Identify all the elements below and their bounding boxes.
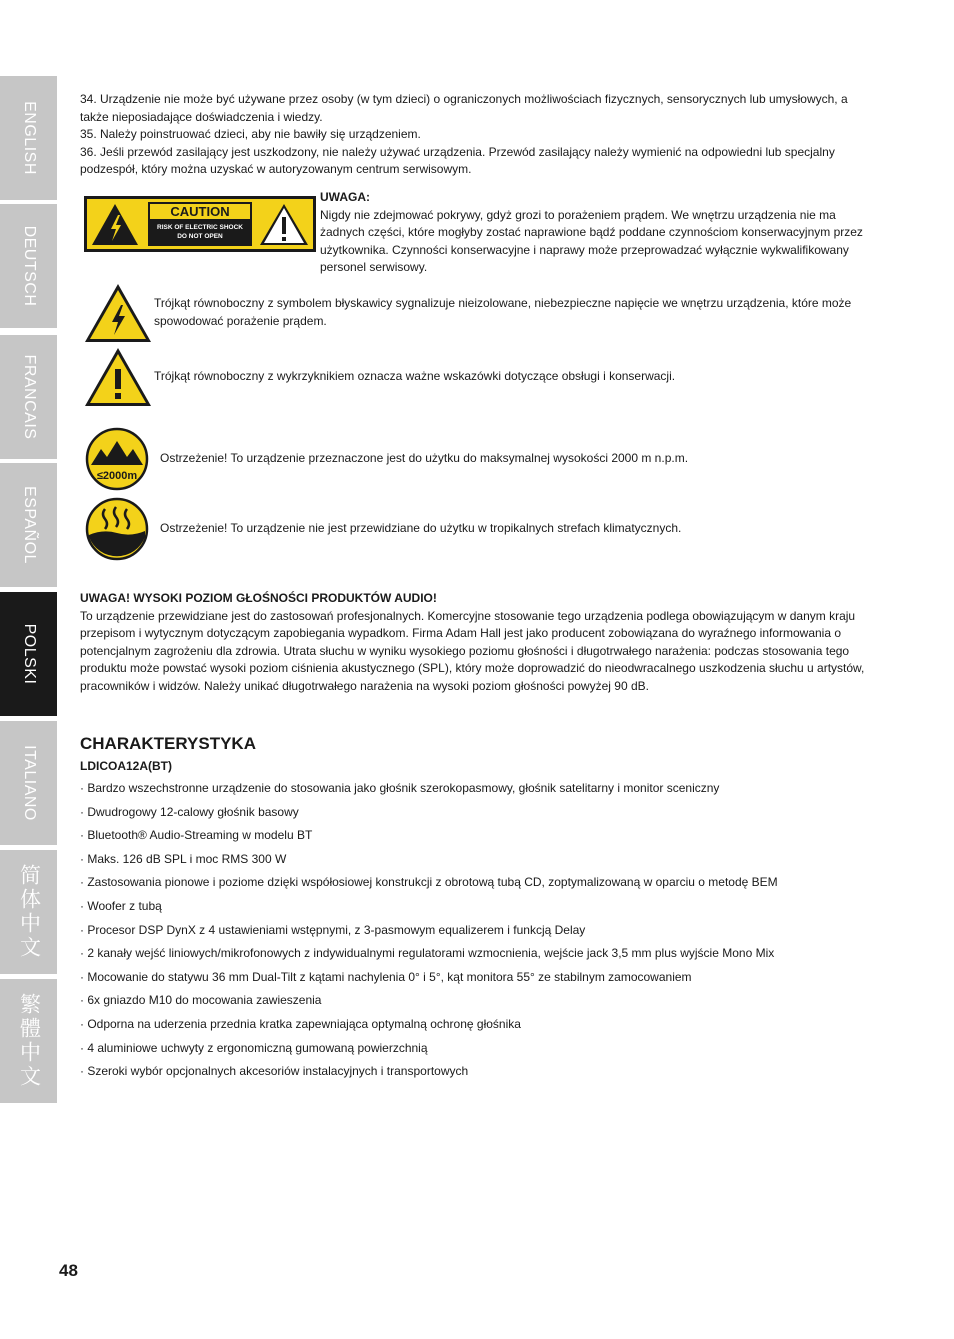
page-number: 48 bbox=[59, 1261, 78, 1280]
warning-title: UWAGA: bbox=[320, 189, 370, 204]
features-heading: CHARAKTERYSTYKA bbox=[80, 733, 256, 753]
audio-warning-text: To urządzenie przewidziane jest do zastosowań profesjonalnych. Komercyjne stosowanie tego urządzenia podlega obowiązującym w danym kraju przepisom i wytycznym dotyczącym zapobiegania wypadkom. Firma Adam Hall jest jako producent zobowiązana do wyraźnego informowania o potencjalnym zagrożeniu dla zdrowia. Utrata słuchu w wyniku wysokiego poziomu głośności i długotrwałego narażenia: podczas stosowania tego produktu może powstać wysoki poziom ciśnienia akustycznego (SPL), który może doprowadzić do nieodwracalnego uszkodzenia słuchu u artystów, pracowników i widzów. Należy unikać długotrwałego narażenia na wysoki poziom głośności powyżej 90 dB. bbox=[80, 608, 865, 693]
list-item: · Woofer z tubą bbox=[80, 899, 162, 914]
safety-item-34: 34. Urządzenie nie może być używane przez osoby (w tym dzieci) o ograniczonych możliwościach fizycznych, sensorycznych lub umysłowych, a także nieposiadające doświadczenia i wiedzy. bbox=[80, 92, 848, 124]
list-item: · Procesor DSP DynX z 4 ustawieniami wstępnymi, z 3-pasmowym equalizerem i funkcją Delay bbox=[80, 922, 586, 937]
tropical-description: Ostrzeżenie! To urządzenie nie jest przewidziane do użytku w tropikalnych strefach klimatycznych. bbox=[160, 521, 682, 536]
list-item: · 2 kanały wejść liniowych/mikrofonowych z indywidualnymi regulatorami wzmocnienia, wejście jack 3,5 mm plus wyjście Mono Mix bbox=[80, 946, 775, 961]
tab-label: DEUTSCH bbox=[20, 225, 38, 307]
tab-deutsch[interactable] bbox=[0, 204, 57, 328]
caution-title: CAUTION bbox=[170, 203, 230, 219]
list-item: · Bluetooth® Audio-Streaming w modelu BT bbox=[80, 828, 313, 843]
tropical-climate-icon bbox=[85, 497, 149, 561]
features-list bbox=[80, 777, 870, 1084]
list-item: · Mocowanie do statywu 36 mm Dual-Tilt z kątami nachylenia 0° i 5°, kąt monitora 55° ze stabilnym zamocowaniem bbox=[80, 969, 692, 984]
model-name: LDICOA12A(BT) bbox=[80, 758, 172, 773]
tab-label: 繁體中文 bbox=[17, 993, 41, 1089]
audio-warning-title: UWAGA! WYSOKI POZIOM GŁOŚNOŚCI PRODUKTÓW AUDIO! bbox=[80, 590, 437, 605]
caution-section bbox=[80, 189, 870, 277]
main-content bbox=[80, 91, 870, 1084]
tab-espanol[interactable] bbox=[0, 463, 57, 587]
lightning-triangle-icon bbox=[84, 283, 152, 343]
tab-label: ENGLISH bbox=[20, 101, 38, 175]
warning-text: Nigdy nie zdejmować pokrywy, gdyż grozi to porażeniem prądem. We wnętrzu urządzenia nie ma żadnych części, które mogłyby zostać naprawione bądź poddane czynnościom konserwacyjnym przez użytkownika. Czynności konserwacyjne i naprawy może przeprowadzać wyłącznie wykwalifikowany personel serwisowy. bbox=[320, 207, 863, 275]
list-item: · Maks. 126 dB SPL i moc RMS 300 W bbox=[80, 851, 287, 866]
list-item: · Bardzo wszechstronne urządzenie do stosowania jako głośnik szerokopasmowy, głośnik satelitarny i monitor sceniczny bbox=[80, 781, 720, 796]
caution-line-2: DO NOT OPEN bbox=[177, 232, 223, 240]
list-item: · 4 aluminiowe uchwyty z ergonomiczną gumowaną powierzchnią bbox=[80, 1040, 428, 1055]
list-item: · Szeroki wybór opcjonalnych akcesoriów instalacyjnych i transportowych bbox=[80, 1064, 469, 1079]
tab-simplified-chinese[interactable] bbox=[0, 850, 57, 974]
tab-polski[interactable] bbox=[0, 592, 57, 716]
list-item: · 6x gniazdo M10 do mocowania zawieszenia bbox=[80, 993, 322, 1008]
lightning-symbol-row bbox=[80, 283, 870, 343]
tab-label: FRANCAIS bbox=[20, 354, 38, 440]
exclamation-description: Trójkąt równoboczny z wykrzyknikiem oznacza ważne wskazówki dotyczące obsługi i konserwacji. bbox=[154, 369, 676, 384]
list-item: · Dwudrogowy 12-calowy głośnik basowy bbox=[80, 804, 299, 819]
tab-english[interactable] bbox=[0, 76, 57, 200]
caution-line-1: RISK OF ELECTRIC SHOCK bbox=[157, 223, 243, 231]
tab-francais[interactable] bbox=[0, 335, 57, 459]
exclamation-symbol-row bbox=[80, 347, 870, 407]
lightning-description: Trójkąt równoboczny z symbolem błyskawicy sygnalizuje nieizolowane, niebezpieczne napięcie we wnętrzu urządzenia, które może spowodować porażenie prądem. bbox=[154, 296, 852, 328]
tab-traditional-chinese[interactable] bbox=[0, 979, 57, 1103]
tab-label: ESPAÑOL bbox=[20, 486, 38, 564]
tab-label: POLSKI bbox=[20, 623, 38, 685]
tab-label: ITALIANO bbox=[20, 745, 38, 821]
list-item: · Zastosowania pionowe i poziome dzięki współosiowej konstrukcji z obrotową tubą CD, zoptymalizowaną w oparciu o metodę BEM bbox=[80, 875, 778, 890]
list-item: · Odporna na uderzenia przednia kratka zapewniająca optymalną ochronę głośnika bbox=[80, 1017, 521, 1032]
altitude-description: Ostrzeżenie! To urządzenie przeznaczone jest do użytku do maksymalnej wysokości 2000 m n.p.m. bbox=[160, 451, 689, 466]
altitude-limit-icon bbox=[85, 427, 149, 491]
safety-item-36: 36. Jeśli przewód zasilający jest uszkodzony, nie należy używać urządzenia. Przewód zasilający należy wymienić na odpowiedni lub specjalny podzespół, który można uzyskać w autoryzowanym centrum serwisowym. bbox=[80, 144, 835, 177]
warning-block bbox=[320, 189, 865, 277]
safety-item-35: 35. Należy poinstruować dzieci, aby nie bawiły się urządzeniem. bbox=[80, 127, 421, 142]
tab-italiano[interactable] bbox=[0, 721, 57, 845]
altitude-badge-text: ≤2000m bbox=[96, 469, 138, 482]
tropical-symbol-row bbox=[80, 497, 870, 561]
caution-label-icon bbox=[84, 196, 316, 252]
altitude-symbol-row bbox=[80, 427, 870, 491]
exclamation-triangle-icon bbox=[84, 347, 152, 407]
tab-label: 简体中文 bbox=[17, 864, 41, 960]
